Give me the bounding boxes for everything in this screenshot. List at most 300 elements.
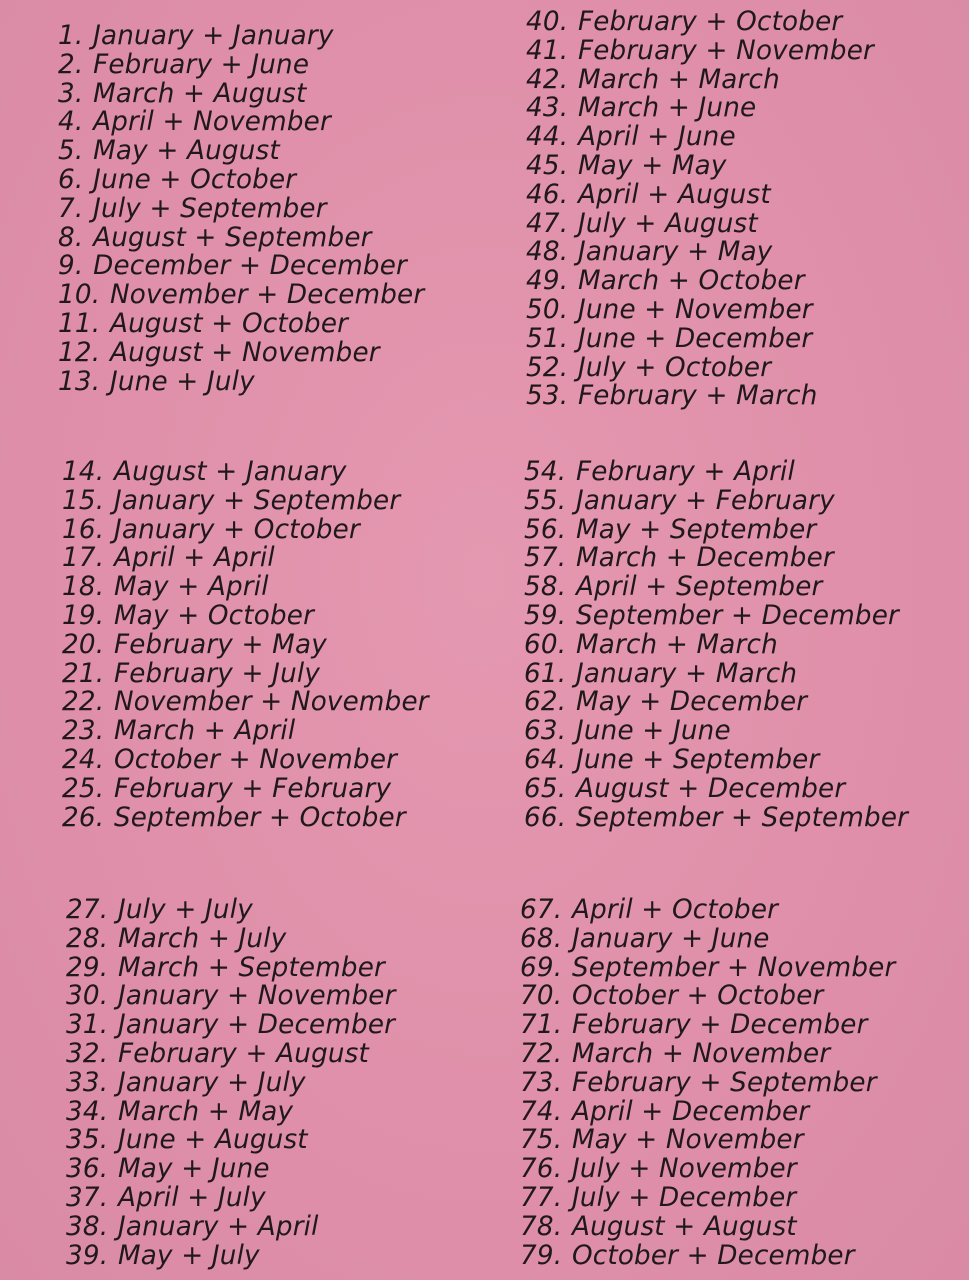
item-number: 26 <box>62 801 96 833</box>
item-number: 72 <box>520 1037 554 1069</box>
item-number-period: . <box>74 77 84 109</box>
list-item <box>524 743 908 775</box>
month-pair-text: January + April <box>117 1210 319 1242</box>
list-item <box>58 365 424 397</box>
month-pair-text: February + June <box>93 48 310 80</box>
list-item <box>66 1095 396 1127</box>
list-item <box>520 1011 895 1040</box>
item-number-period: . <box>99 1037 109 1069</box>
item-number: 20 <box>62 628 96 660</box>
month-pair-text: May + July <box>117 1239 260 1271</box>
month-pair-text: April + December <box>571 1095 810 1127</box>
item-number: 36 <box>66 1153 100 1185</box>
item-number: 5 <box>58 135 75 167</box>
month-pair-text: January + December <box>117 1009 396 1041</box>
item-number-period: . <box>559 265 569 297</box>
item-number: 29 <box>66 951 100 983</box>
item-number-period: . <box>99 1210 109 1242</box>
item-number: 14 <box>62 456 96 487</box>
item-number-period: . <box>99 1095 109 1127</box>
month-pair-text: August + August <box>571 1210 797 1242</box>
month-pair-text: February + July <box>113 657 321 689</box>
list-item <box>524 513 908 545</box>
item-number: 16 <box>62 513 96 545</box>
item-number: 74 <box>520 1095 554 1127</box>
list-item <box>62 458 429 487</box>
month-pair-text: August + December <box>575 772 846 804</box>
item-number: 50 <box>526 293 560 325</box>
item-number: 77 <box>520 1181 554 1213</box>
list-item <box>524 657 908 689</box>
list-block-27-39 <box>66 896 406 1270</box>
month-pair-text: January + January <box>93 20 334 51</box>
month-pair-text: March + March <box>575 628 778 660</box>
month-pair-text: April + August <box>577 178 771 210</box>
list-item <box>526 149 874 181</box>
month-pair-text: August + October <box>109 307 349 339</box>
item-number: 18 <box>62 571 96 603</box>
list-item <box>524 458 908 487</box>
item-number-period: . <box>557 571 567 603</box>
month-pair-text: March + July <box>117 922 287 954</box>
month-pair-text: July + November <box>571 1153 797 1185</box>
month-pair-text: March + April <box>113 715 296 747</box>
month-pair-text: January + September <box>113 484 401 516</box>
item-number: 75 <box>520 1124 554 1156</box>
month-pair-text: May + September <box>575 513 817 545</box>
item-number-period: . <box>553 1066 563 1098</box>
item-number-period: . <box>559 121 569 153</box>
item-number: 39 <box>66 1239 100 1271</box>
month-pair-text: September + November <box>571 951 896 983</box>
item-number: 67 <box>520 894 554 925</box>
list-item <box>62 599 429 631</box>
item-number: 2 <box>58 48 75 80</box>
month-pair-text: February + March <box>577 380 818 412</box>
list-item <box>526 322 874 354</box>
item-number: 52 <box>526 351 560 383</box>
month-pair-text: March + August <box>93 77 307 109</box>
item-number-period: . <box>557 456 567 487</box>
item-number: 41 <box>526 34 560 66</box>
month-pair-text: October + November <box>113 743 398 775</box>
list-item <box>66 1239 396 1271</box>
item-number: 21 <box>62 657 96 689</box>
item-number: 49 <box>526 265 560 297</box>
list-item <box>66 982 396 1011</box>
month-pair-text: July + September <box>93 192 327 224</box>
item-number: 11 <box>58 307 92 339</box>
item-number: 58 <box>524 571 558 603</box>
item-number-period: . <box>99 980 109 1012</box>
item-number: 24 <box>62 743 96 775</box>
item-number: 1 <box>58 20 75 51</box>
item-number: 6 <box>58 163 75 195</box>
list-item <box>62 717 429 746</box>
item-number-period: . <box>553 1210 563 1242</box>
list-item <box>62 573 429 602</box>
item-number-period: . <box>74 48 84 80</box>
item-number-period: . <box>99 1009 109 1041</box>
list-item <box>520 1095 895 1127</box>
item-number-period: . <box>559 207 569 239</box>
item-number-period: . <box>99 1124 109 1156</box>
list-block-14-26 <box>62 458 440 832</box>
item-number: 62 <box>524 686 558 718</box>
list-item <box>58 22 424 51</box>
item-number: 40 <box>526 6 560 37</box>
list-item <box>520 1210 895 1242</box>
item-number-period: . <box>95 743 105 775</box>
list-item <box>520 951 896 983</box>
item-number-period: . <box>557 743 567 775</box>
item-number: 4 <box>58 106 75 138</box>
month-pair-text: November + November <box>113 686 429 718</box>
item-number: 37 <box>66 1181 100 1213</box>
item-number: 79 <box>520 1239 554 1271</box>
month-pair-text: March + October <box>577 265 805 297</box>
item-number: 28 <box>66 922 100 954</box>
item-number-period: . <box>559 322 569 354</box>
month-pair-text: July + August <box>577 207 758 239</box>
list-item <box>62 544 429 573</box>
item-number: 3 <box>58 77 75 109</box>
item-number-period: . <box>95 513 105 545</box>
item-number: 25 <box>62 772 96 804</box>
item-number: 76 <box>520 1153 554 1185</box>
list-item <box>66 1155 396 1184</box>
list-item <box>58 307 424 339</box>
item-number-period: . <box>553 951 563 983</box>
list-item <box>520 1181 895 1213</box>
month-pair-text: September + October <box>113 801 406 833</box>
item-number: 47 <box>526 207 560 239</box>
month-pair-text: May + November <box>571 1124 804 1156</box>
item-number-period: . <box>99 951 109 983</box>
item-number-period: . <box>559 178 569 210</box>
list-item <box>526 123 874 152</box>
month-pair-text: July + December <box>571 1181 797 1213</box>
item-number-period: . <box>95 772 105 804</box>
item-number: 56 <box>524 513 558 545</box>
list-item <box>66 896 396 925</box>
list-item <box>520 922 895 954</box>
item-number: 13 <box>58 365 92 397</box>
list-item <box>520 1066 895 1098</box>
list-item <box>66 1210 396 1242</box>
list-item <box>58 137 424 166</box>
month-pair-text: August + September <box>93 221 372 253</box>
month-pair-text: April + September <box>575 571 823 603</box>
item-number-period: . <box>559 34 569 66</box>
month-pair-text: March + June <box>577 92 757 124</box>
item-number-period: . <box>95 628 105 660</box>
item-number-period: . <box>74 163 84 195</box>
month-pair-text: January + February <box>575 484 835 516</box>
list-item <box>66 922 396 954</box>
item-number: 12 <box>58 336 92 368</box>
item-number-period: . <box>557 772 567 804</box>
item-number: 30 <box>66 980 100 1012</box>
month-pair-text: June + August <box>117 1124 308 1156</box>
item-number-period: . <box>74 135 84 167</box>
item-number-period: . <box>559 6 569 37</box>
item-number-period: . <box>95 657 105 689</box>
month-pair-text: June + December <box>577 322 813 354</box>
item-number: 66 <box>524 801 558 833</box>
list-item <box>62 801 429 833</box>
month-pair-text: June + July <box>109 365 255 397</box>
list-item <box>526 382 874 411</box>
item-number-period: . <box>559 293 569 325</box>
month-pair-text: October + October <box>571 980 824 1012</box>
item-number-period: . <box>95 801 105 833</box>
item-number-period: . <box>559 351 569 383</box>
month-pair-text: January + July <box>117 1066 306 1098</box>
month-pair-text: January + October <box>113 513 360 545</box>
month-pair-text: May + December <box>575 686 808 718</box>
list-block-67-79 <box>520 896 907 1270</box>
list-item <box>66 1126 396 1155</box>
list-item <box>524 544 908 573</box>
list-item <box>526 94 874 123</box>
item-number-period: . <box>74 221 84 253</box>
month-pair-text: March + September <box>117 951 386 983</box>
list-item <box>66 1037 396 1069</box>
list-item <box>58 163 424 195</box>
list-item <box>520 896 895 925</box>
item-number-period: . <box>557 599 567 631</box>
item-number-period: . <box>74 192 84 224</box>
list-item <box>520 1126 895 1155</box>
item-number: 63 <box>524 715 558 747</box>
month-pair-text: February + April <box>575 456 796 487</box>
item-number-period: . <box>553 922 563 954</box>
item-number: 31 <box>66 1009 100 1041</box>
item-number: 22 <box>62 686 96 718</box>
item-number-period: . <box>95 686 105 718</box>
item-number: 32 <box>66 1037 100 1069</box>
month-pair-text: June + September <box>575 743 820 775</box>
item-number-period: . <box>99 1066 109 1098</box>
item-number: 48 <box>526 236 560 268</box>
month-pair-text: April + April <box>113 542 275 574</box>
item-number-period: . <box>99 1239 109 1271</box>
item-number-period: . <box>553 1124 563 1156</box>
item-number-period: . <box>553 1181 563 1213</box>
list-item <box>520 1155 895 1184</box>
item-number-period: . <box>557 801 567 833</box>
month-pair-text: January + May <box>577 236 773 268</box>
item-number-period: . <box>553 1239 563 1271</box>
item-number-period: . <box>557 628 567 660</box>
list-item <box>526 207 874 239</box>
month-pair-text: January + June <box>571 922 770 954</box>
month-pair-text: July + July <box>117 894 253 925</box>
item-number-period: . <box>553 1037 563 1069</box>
item-number: 69 <box>520 951 554 983</box>
item-number: 73 <box>520 1066 554 1098</box>
month-pair-text: March + December <box>575 542 834 574</box>
month-pair-text: February + September <box>571 1066 877 1098</box>
list-item <box>520 1037 895 1069</box>
item-number-period: . <box>99 894 109 925</box>
item-number: 27 <box>66 894 100 925</box>
list-item <box>58 108 424 137</box>
month-pair-text: April + June <box>577 121 736 153</box>
list-item <box>62 484 429 516</box>
item-number: 9 <box>58 250 75 282</box>
item-number-period: . <box>99 922 109 954</box>
month-pair-text: March + May <box>117 1095 294 1127</box>
list-item <box>62 513 429 545</box>
item-number: 54 <box>524 456 558 487</box>
item-number-period: . <box>95 571 105 603</box>
item-number-period: . <box>91 307 101 339</box>
list-item <box>526 293 874 325</box>
month-pair-text: September + December <box>575 599 900 631</box>
month-pair-text: May + May <box>577 149 727 181</box>
item-number-period: . <box>553 1095 563 1127</box>
month-pair-text: March + March <box>577 63 780 95</box>
item-number: 45 <box>526 149 560 181</box>
list-item <box>62 657 429 689</box>
item-number: 17 <box>62 542 96 574</box>
item-number-period: . <box>559 380 569 412</box>
item-number-period: . <box>74 250 84 282</box>
month-pair-text: January + March <box>575 657 798 689</box>
item-number: 8 <box>58 221 75 253</box>
list-item <box>58 77 424 109</box>
item-number: 46 <box>526 178 560 210</box>
item-number-period: . <box>95 456 105 487</box>
list-item <box>526 63 874 95</box>
month-pair-text: September + September <box>575 801 909 833</box>
list-item <box>62 628 429 660</box>
list-item <box>526 351 874 383</box>
month-pair-text: April + July <box>117 1181 266 1213</box>
month-pair-text: February + November <box>577 34 874 66</box>
item-number-period: . <box>99 1153 109 1185</box>
item-number: 68 <box>520 922 554 954</box>
list-item <box>524 772 908 804</box>
item-number: 55 <box>524 484 558 516</box>
item-number: 34 <box>66 1095 100 1127</box>
list-item <box>58 252 424 281</box>
list-item <box>526 178 874 210</box>
month-pair-text: January + November <box>117 980 396 1012</box>
list-item <box>66 1066 396 1098</box>
item-number: 35 <box>66 1124 100 1156</box>
item-number: 15 <box>62 484 96 516</box>
item-number-period: . <box>559 92 569 124</box>
item-number: 64 <box>524 743 558 775</box>
list-block-54-66 <box>524 458 920 832</box>
item-number: 78 <box>520 1210 554 1242</box>
item-number: 44 <box>526 121 560 153</box>
month-pair-text: May + April <box>113 571 269 603</box>
list-item <box>520 982 895 1011</box>
month-pair-text: June + November <box>577 293 813 325</box>
list-item <box>524 688 908 717</box>
month-pair-text: February + February <box>113 772 392 804</box>
item-number-period: . <box>559 236 569 268</box>
list-item <box>526 34 874 66</box>
month-pair-text: April + November <box>93 106 331 138</box>
month-pair-text: December + December <box>93 250 408 282</box>
list-item <box>62 743 429 775</box>
item-number: 23 <box>62 715 96 747</box>
item-number: 51 <box>526 322 560 354</box>
list-item <box>524 717 908 746</box>
month-pair-text: October + December <box>571 1239 855 1271</box>
list-item <box>524 573 908 602</box>
item-number-period: . <box>553 1153 563 1185</box>
item-number: 65 <box>524 772 558 804</box>
list-block-40-53 <box>526 8 885 411</box>
item-number-period: . <box>557 513 567 545</box>
month-pair-text: March + November <box>571 1037 831 1069</box>
item-number-period: . <box>74 20 84 51</box>
month-pair-text: May + August <box>93 135 280 167</box>
list-item <box>524 801 909 833</box>
list-item <box>62 772 429 804</box>
list-item <box>526 267 874 296</box>
month-pair-text: May + June <box>117 1153 270 1185</box>
item-number: 38 <box>66 1210 100 1242</box>
list-block-1-13 <box>58 22 436 396</box>
list-item <box>62 688 429 717</box>
item-number: 7 <box>58 192 75 224</box>
list-item <box>524 628 908 660</box>
list-item <box>524 599 908 631</box>
item-number: 19 <box>62 599 96 631</box>
month-pair-text: July + October <box>577 351 772 383</box>
item-number: 33 <box>66 1066 100 1098</box>
item-number-period: . <box>91 336 101 368</box>
list-item <box>66 1181 396 1213</box>
list-item <box>58 336 424 368</box>
item-number-period: . <box>95 484 105 516</box>
item-number-period: . <box>95 599 105 631</box>
item-number-period: . <box>95 542 105 574</box>
item-number: 43 <box>526 92 560 124</box>
item-number: 53 <box>526 380 560 412</box>
list-item <box>520 1239 895 1271</box>
month-pair-text: May + October <box>113 599 315 631</box>
month-pair-text: June + October <box>93 163 297 195</box>
item-number-period: . <box>91 279 101 311</box>
item-number-period: . <box>95 715 105 747</box>
month-pair-text: August + November <box>109 336 380 368</box>
month-pair-text: November + December <box>109 279 425 311</box>
item-number: 10 <box>58 279 92 311</box>
month-pair-text: June + June <box>575 715 731 747</box>
month-pair-text: February + October <box>577 6 843 37</box>
month-pair-text: August + January <box>113 456 347 487</box>
item-number-period: . <box>91 365 101 397</box>
list-item <box>58 221 424 253</box>
item-number-period: . <box>74 106 84 138</box>
month-pair-text: February + December <box>571 1009 868 1041</box>
item-number-period: . <box>557 686 567 718</box>
list-item <box>524 484 908 516</box>
list-item <box>526 8 874 37</box>
item-number-period: . <box>559 63 569 95</box>
item-number: 61 <box>524 657 558 689</box>
item-number: 70 <box>520 980 554 1012</box>
month-pair-text: February + August <box>117 1037 369 1069</box>
